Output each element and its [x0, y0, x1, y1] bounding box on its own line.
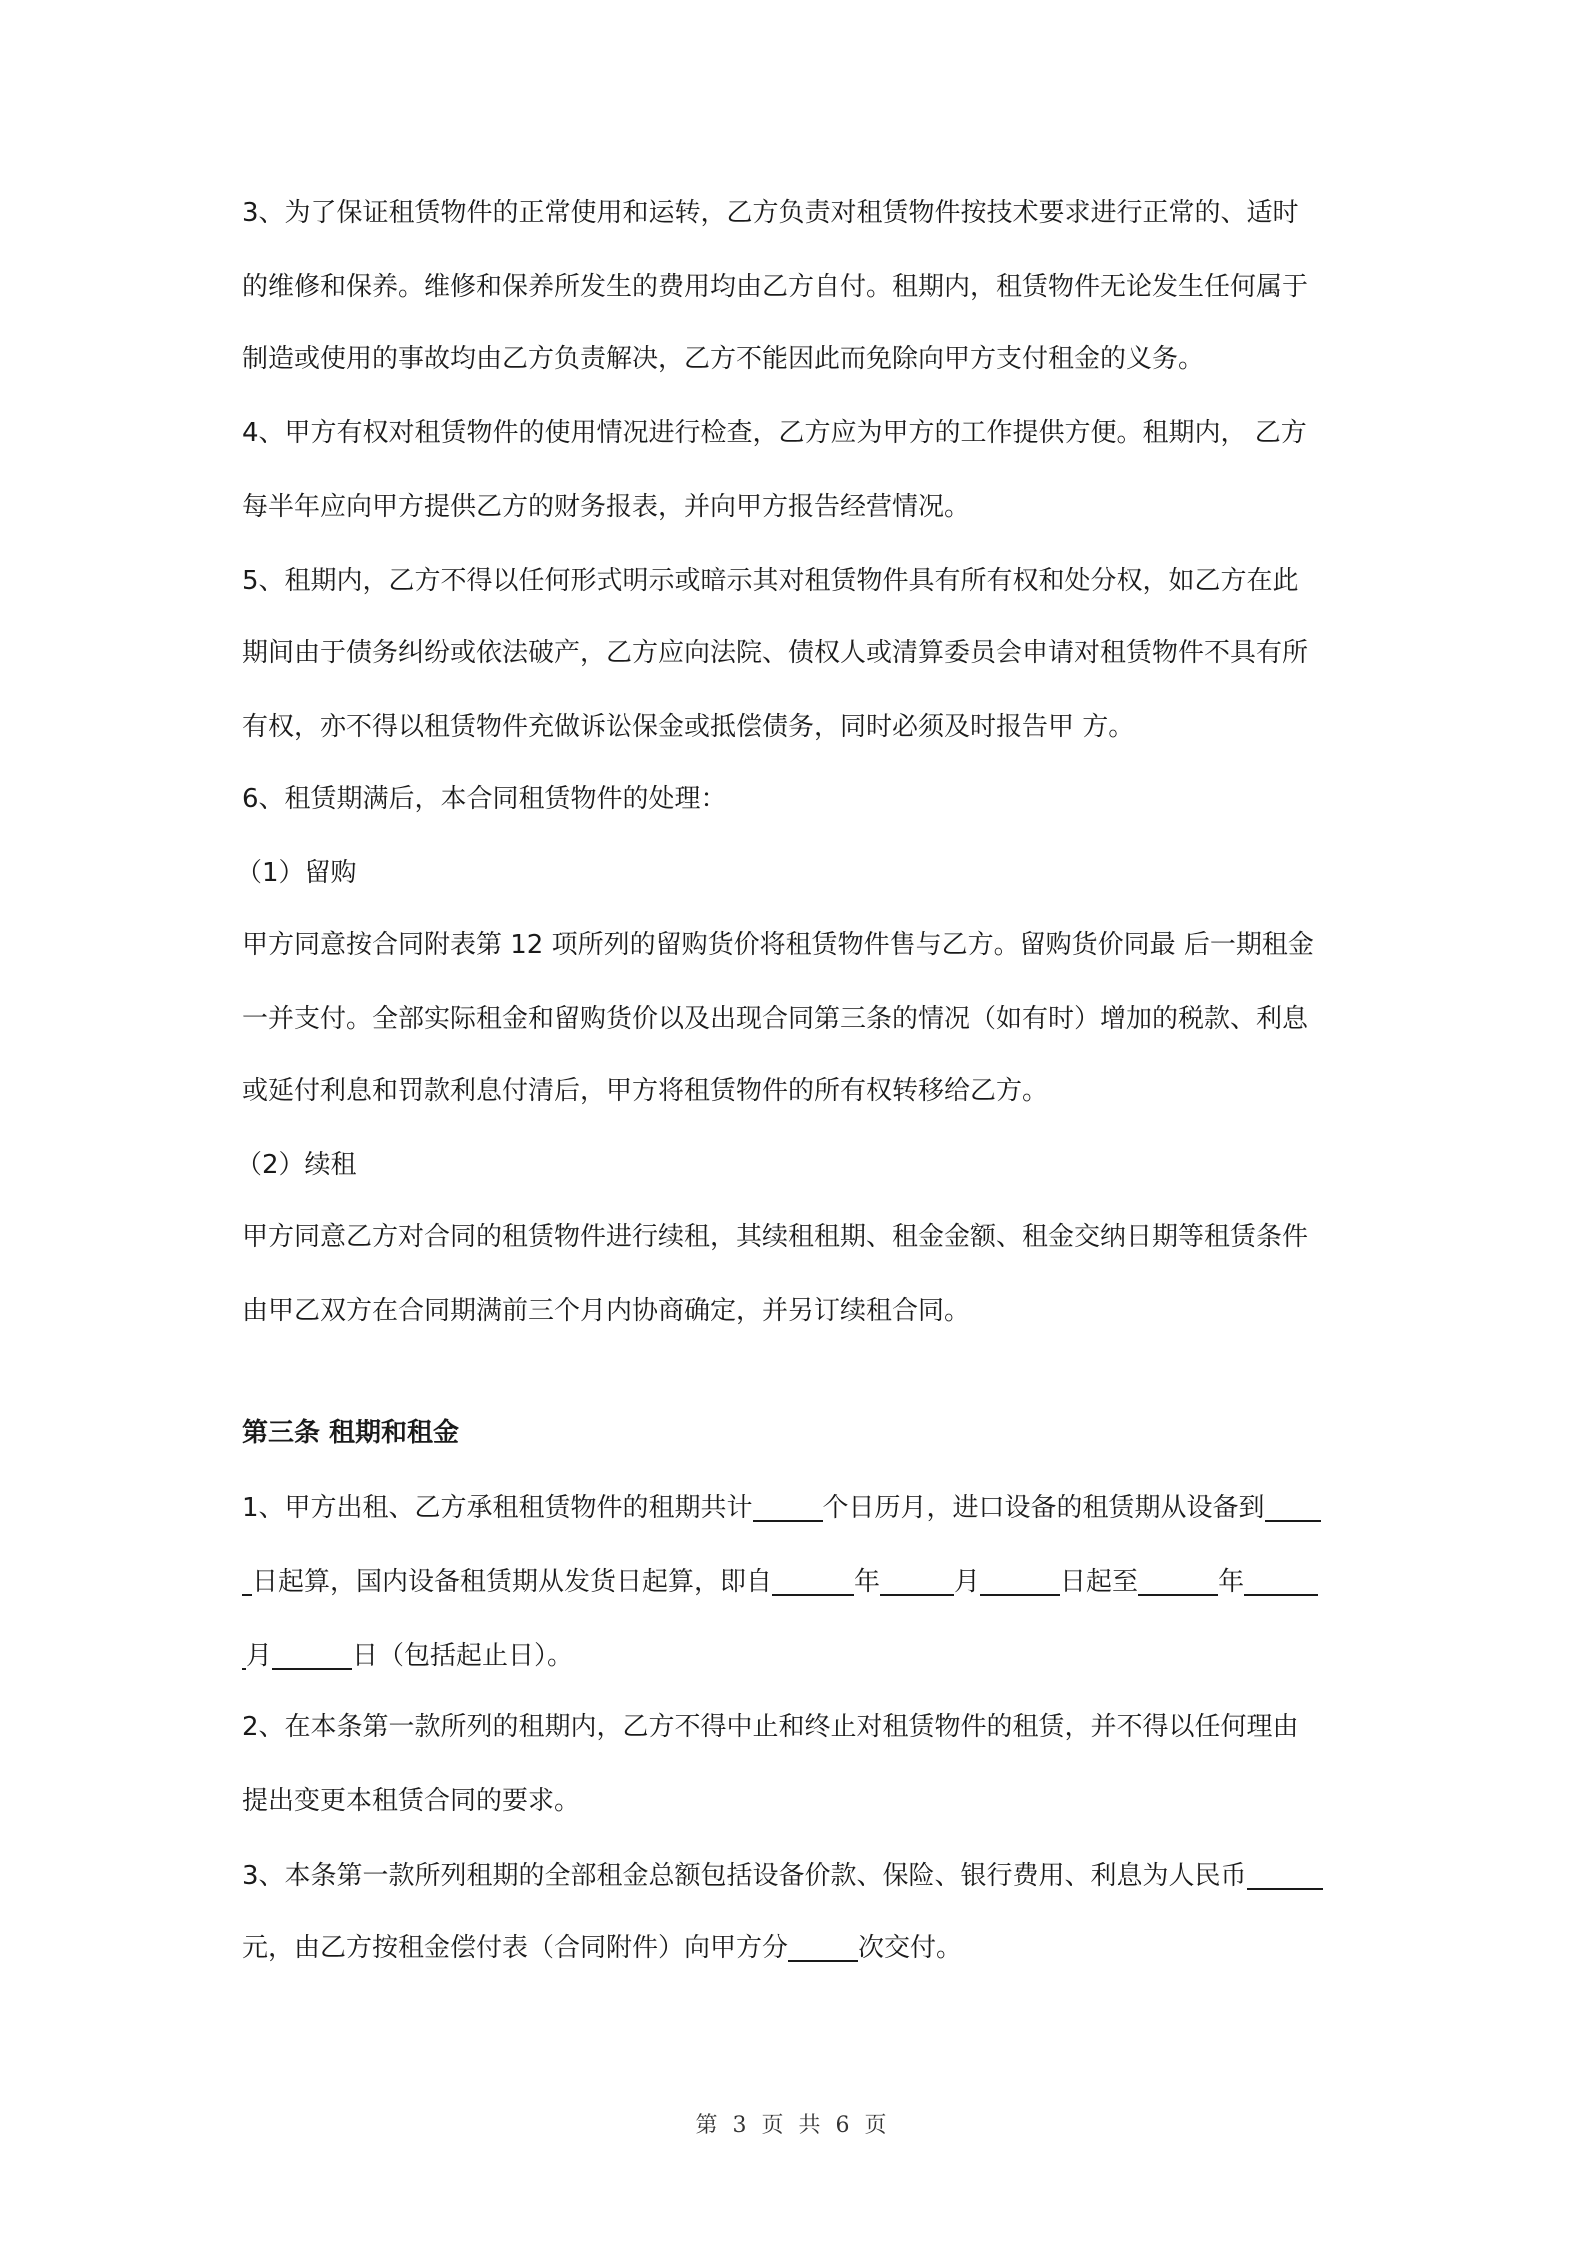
renew-heading: （2）续租	[236, 1150, 357, 1180]
clause-3-line-3: 制造或使用的事故均由乙方负责解决，乙方不能因此而免除向甲方支付租金的义务。	[242, 344, 1205, 374]
clause-1-text-d: 年	[854, 1567, 881, 1597]
clause-1-text-f: 日起至	[1060, 1567, 1139, 1597]
end-year-blank	[1138, 1564, 1218, 1596]
clause-1-text-e: 月	[954, 1567, 981, 1597]
section-3-clause-1-line-3	[242, 1638, 1362, 1672]
renew-line-2: 由甲乙双方在合同期满前三个月内协商确定，并另订续租合同。	[242, 1296, 971, 1326]
clause-1-text-h: 月	[246, 1641, 273, 1671]
clause-1-text-i: 日（包括起止日）。	[352, 1641, 574, 1671]
clause-3-text-c: 次交付。	[858, 1933, 963, 1963]
clause-5-line-3: 有权，亦不得以租赁物件充做诉讼保金或抵偿债务，同时必须及时报告甲 方。	[242, 712, 1135, 742]
arrival-blank-cont	[242, 1564, 252, 1596]
clause-3-line-2: 的维修和保养。维修和保养所发生的费用均由乙方自付。租期内，租赁物件无论发生任何属于	[242, 272, 1309, 302]
clause-3-text-a: 3、本条第一款所列租期的全部租金总额包括设备价款、保险、银行费用、利息为人民币	[242, 1861, 1247, 1891]
clause-6-line: 6、租赁期满后，本合同租赁物件的处理：	[242, 784, 727, 814]
purchase-line-2: 一并支付。全部实际租金和留购货价以及出现合同第三条的情况（如有时）增加的税款、利息	[242, 1004, 1309, 1034]
clause-3-text-b: 元，由乙方按租金偿付表（合同附件）向甲方分	[242, 1933, 789, 1963]
arrival-blank	[1265, 1490, 1321, 1522]
clause-1-text-g: 年	[1218, 1567, 1245, 1597]
clause-1-text-c: 日起算，国内设备租赁期从发货日起算，即自	[252, 1567, 773, 1597]
section-3-clause-2-line-1: 2、在本条第一款所列的租期内，乙方不得中止和终止对租赁物件的租赁，并不得以任何理由	[242, 1712, 1299, 1742]
end-day-blank	[272, 1638, 352, 1670]
clause-1-text-a: 1、甲方出租、乙方承租租赁物件的租期共计	[242, 1493, 753, 1523]
purchase-heading: （1）留购	[236, 858, 357, 888]
section-3-title: 第三条 租期和租金	[242, 1418, 460, 1448]
installments-blank	[788, 1930, 858, 1962]
purchase-line-1: 甲方同意按合同附表第 12 项所列的留购货价将租赁物件售与乙方。留购货价同最 后一期租金	[242, 930, 1314, 960]
page-footer: 第 3 页 共 6 页	[695, 2113, 891, 2138]
start-day-blank	[980, 1564, 1060, 1596]
renew-line-1: 甲方同意乙方对合同的租赁物件进行续租，其续租租期、租金金额、租金交纳日期等租赁条件	[242, 1222, 1309, 1252]
clause-5-line-2: 期间由于债务纠纷或依法破产，乙方应向法院、债权人或清算委员会申请对租赁物件不具有所	[242, 638, 1309, 668]
start-year-blank	[772, 1564, 854, 1596]
section-3-clause-3-line-2	[242, 1930, 1362, 1964]
clause-3-line-1: 3、为了保证租赁物件的正常使用和运转，乙方负责对租赁物件按技术要求进行正常的、适时	[242, 198, 1299, 228]
months-blank	[753, 1490, 823, 1522]
section-3-clause-2-line-2: 提出变更本租赁合同的要求。	[242, 1786, 581, 1816]
section-3-clause-1-line-2	[242, 1564, 1362, 1598]
clause-1-text-b: 个日历月，进口设备的租赁期从设备到	[822, 1493, 1265, 1523]
start-month-blank	[880, 1564, 954, 1596]
rmb-amount-blank	[1247, 1858, 1323, 1890]
end-month-blank	[1244, 1564, 1318, 1596]
section-3-clause-3-line-1	[242, 1858, 1362, 1892]
purchase-line-3: 或延付利息和罚款利息付清后，甲方将租赁物件的所有权转移给乙方。	[242, 1076, 1049, 1106]
clause-5-line-1: 5、租期内，乙方不得以任何形式明示或暗示其对租赁物件具有所有权和处分权，如乙方在此	[242, 566, 1299, 596]
clause-4-line-1: 4、甲方有权对租赁物件的使用情况进行检查，乙方应为甲方的工作提供方便。租期内， 乙方	[242, 418, 1307, 448]
section-3-clause-1-line-1	[242, 1490, 1362, 1524]
clause-4-line-2: 每半年应向甲方提供乙方的财务报表，并向甲方报告经营情况。	[242, 492, 971, 522]
